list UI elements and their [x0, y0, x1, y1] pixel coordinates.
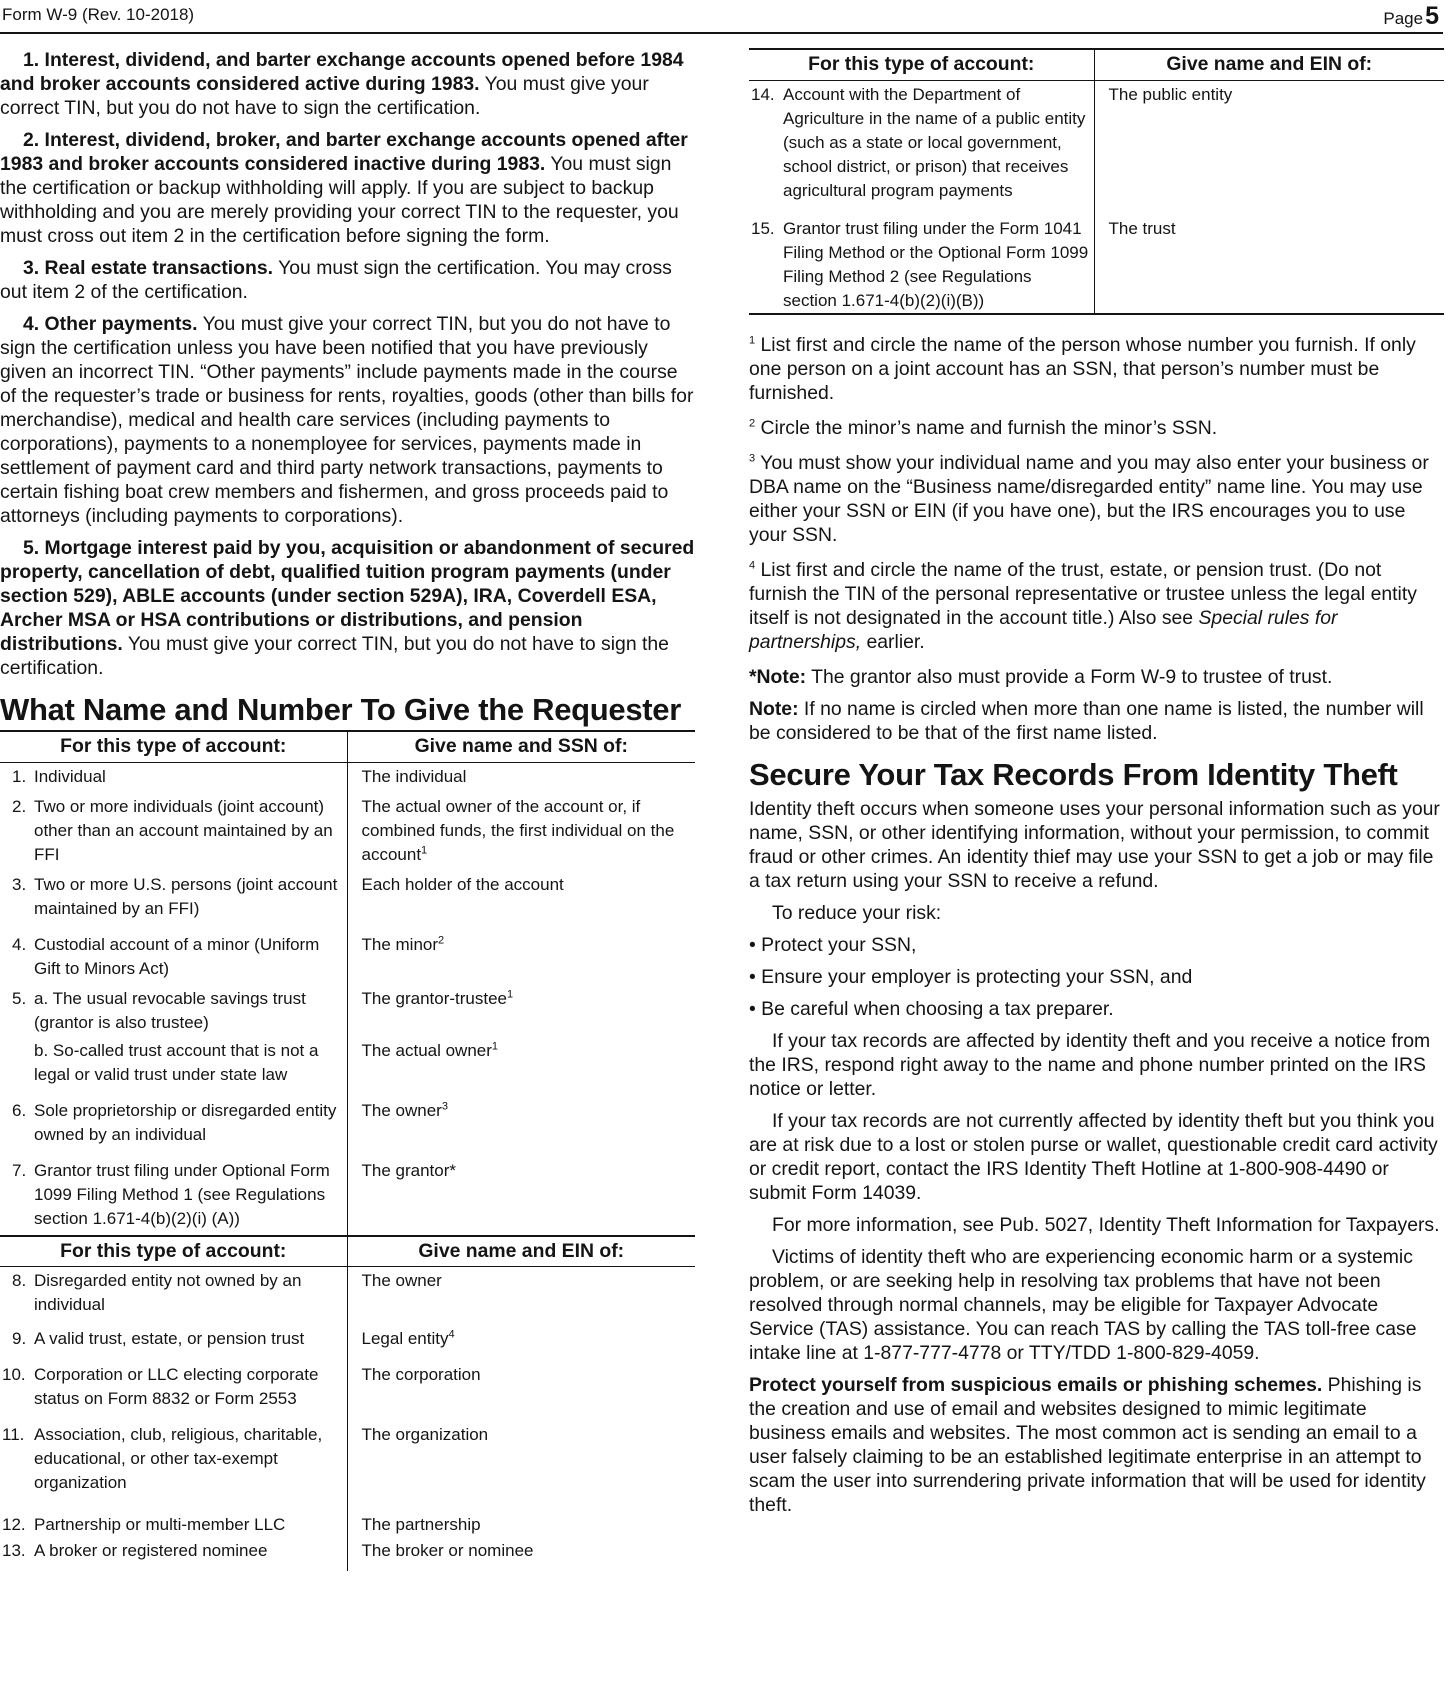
row-number: 6. [12, 1100, 27, 1120]
ein-table [0, 1235, 695, 1572]
footnote-1 [749, 333, 1444, 405]
footnote-italic: Special rules for partnerships, [749, 606, 1338, 653]
account-type: Grantor trust filing under Optional Form 1099 Filing Method 1 (see Regulations section 1.671-4(b)(2)(i) (A)) [34, 1160, 330, 1228]
account-type: Partnership or multi-member LLC [34, 1515, 286, 1534]
account-type: Corporation or LLC electing corporate status on Form 8832 or Form 2553 [34, 1365, 319, 1408]
table-row [0, 925, 695, 985]
account-type: Two or more U.S. persons (joint account maintained by an FFI) [34, 874, 338, 918]
table-row [0, 1355, 695, 1415]
page-label: Page [1383, 9, 1424, 28]
table-row [0, 1267, 695, 1322]
paragraph-2 [0, 128, 695, 248]
paragraph-1 [0, 48, 695, 120]
table-row [0, 985, 695, 1039]
table-row [0, 1415, 695, 1499]
footnote-text: List first and circle the name of the person whose number you furnish. If only one person on a joint account has an SSN, that person’s number must be furnished. [749, 333, 1416, 404]
footnote-3 [749, 451, 1444, 547]
account-type: A valid trust, estate, or pension trust [34, 1329, 305, 1348]
footnote-4 [749, 558, 1444, 654]
table-row [0, 1151, 695, 1235]
row-number: 2. [12, 796, 27, 816]
footnote-ref: 2 [438, 933, 445, 946]
paragraph-4 [0, 312, 695, 528]
paragraph-5-lead: 5. Mortgage interest paid by you, acquisition or abandonment of secured property, cancellation of debt, qualified tuition program payments (under section 529), ABLE accounts (under section 529A), IRA, Coverdell ESA, Archer MSA or HSA contributions or distributions, and pension distributions. [0, 537, 695, 655]
give-name: The grantor-trustee [361, 988, 508, 1008]
give-name: The organization [361, 1425, 489, 1444]
account-type: Custodial account of a minor (Uniform Gift to Minors Act) [34, 934, 320, 978]
give-name: The corporation [361, 1365, 481, 1384]
note-label: Note: [749, 697, 799, 720]
footnote-ref: 1 [507, 987, 514, 1000]
row-number: 14. [751, 84, 775, 104]
paragraph-3-lead: 3. Real estate transactions. [23, 257, 274, 279]
page-number: 5 [1425, 2, 1439, 30]
note-text: The grantor also must provide a Form W-9 to trustee of trust. [806, 665, 1333, 688]
table-row [749, 215, 1444, 314]
identity-theft-intro: Identity theft occurs when someone uses your personal information such as your name, SSN, or other identifying information, without your permission, to commit fraud or other crimes. An identity thief may use your SSN to get a job or may file a tax return using your SSN to receive a refund. [749, 797, 1440, 892]
table-header-row [0, 731, 695, 762]
phishing-text: Phishing is the creation and use of email and websites designed to mimic legitimate business emails and websites. The most common act is sending an email to a user falsely claiming to be an established legitimate enterprise in an attempt to scam the user into surrendering private information that will be used for identity theft. [749, 1373, 1426, 1516]
give-name: The individual [361, 766, 467, 786]
bullet-tax-preparer: • Be careful when choosing a tax preparer. [749, 997, 1114, 1020]
row-number: 5. [12, 988, 27, 1008]
footnote-marker: 3 [749, 452, 756, 465]
page-header [0, 0, 1443, 34]
row-number: 13. [2, 1541, 26, 1560]
footnote-text: Circle the minor’s name and furnish the minor’s SSN. [755, 416, 1218, 439]
paragraph-5 [0, 536, 695, 680]
footnote-marker: 4 [749, 559, 756, 572]
account-type: Account with the Department of Agriculture in the name of a public entity (such as a state or local government, school district, or prison) that receives agricultural program payments [783, 84, 1086, 200]
column-header-account: For this type of account: [0, 1236, 347, 1267]
give-name: Legal entity [361, 1329, 449, 1348]
column-header-give: Give name and EIN of: [1094, 49, 1444, 80]
account-type: Disregarded entity not owned by an individual [34, 1271, 302, 1314]
circled-name-note [749, 697, 1444, 745]
footnote-marker: 2 [749, 417, 756, 430]
row-number: 10. [2, 1365, 26, 1384]
give-name: The minor [361, 934, 439, 954]
note-label: *Note: [749, 665, 807, 688]
paragraph-5-text: You must give your correct TIN, but you do not have to sign the certification. [0, 633, 669, 679]
paragraph-4-lead: 4. Other payments. [23, 313, 198, 335]
column-header-give: Give name and SSN of: [347, 731, 695, 762]
table-row [749, 80, 1444, 215]
give-name: The public entity [1108, 84, 1233, 104]
footnote-ref: 1 [421, 843, 428, 856]
account-type: Sole proprietorship or disregarded entity owned by an individual [34, 1100, 337, 1144]
paragraph-2-text: You must sign the certification or backup withholding will apply. If you are subject to backup withholding and you are merely providing your correct TIN to the requester, you must cross out item 2 in the certification before signing the form. [0, 153, 679, 247]
column-header-account: For this type of account: [749, 49, 1094, 80]
table-header-row [0, 1236, 695, 1267]
paragraph-1-text: You must give your correct TIN, but you do not have to sign the certification. [0, 73, 649, 119]
row-number: 1. [12, 766, 27, 786]
column-header-account: For this type of account: [0, 731, 347, 762]
table-row [0, 1499, 695, 1537]
give-name: The broker or nominee [361, 1541, 534, 1560]
paragraph-2-lead: 2. Interest, dividend, broker, and barter exchange accounts opened after 1983 and broker accounts considered inactive during 1983. [0, 129, 688, 175]
give-name: The actual owner of the account or, if combined funds, the first individual on the account [361, 796, 675, 864]
paragraph-4-text: You must give your correct TIN, but you do not have to sign the certification unless you have been notified that you have previously given an incorrect TIN. “Other payments” include payments made in the course of the requester’s trade or business for rents, royalties, goods (other than bills for merchandise), medical and health care services (including payments to corporations), payments to a nonemployee for services, payments made in settlement of payment card and third party network transactions, payments to certain fishing boat crew members and fishermen, and gross proceeds paid to attorneys (including payments to corporations). [0, 313, 694, 527]
account-type: Two or more individuals (joint account) other than an account maintained by an FFI [34, 796, 333, 864]
row-number: 3. [12, 874, 27, 894]
form-id: Form W-9 (Rev. 10-2018) [2, 5, 195, 24]
not-affected-paragraph: If your tax records are not currently affected by identity theft but you think you are at risk due to a lost or stolen purse or wallet, questionable credit card activity or credit report, contact the IRS Identity Theft Hotline at 1-800-908-4490 or submit Form 14039. [749, 1109, 1438, 1204]
column-header-give: Give name and EIN of: [347, 1236, 695, 1267]
footnote-marker: 1 [749, 334, 756, 347]
paragraph-3 [0, 256, 695, 304]
left-column [0, 48, 695, 1571]
note-text: If no name is circled when more than one name is listed, the number will be considered to be that of the first name listed. [749, 697, 1424, 744]
section-heading-requester: What Name and Number To Give the Requester [0, 692, 682, 727]
victims-paragraph: Victims of identity theft who are experiencing economic harm or a systemic problem, or are seeking help in resolving tax problems that have not been resolved through normal channels, may be eligible for Taxpayer Advocate Service (TAS) assistance. You can reach TAS by calling the TAS toll-free case intake line at 1-877-777-4778 or TTY/TDD 1-800-829-4059. [749, 1245, 1417, 1364]
account-type: a. The usual revocable savings trust (grantor is also trustee) [34, 988, 306, 1032]
phishing-paragraph [749, 1373, 1444, 1517]
give-name: The trust [1108, 218, 1176, 238]
row-number: 4. [12, 934, 27, 954]
grantor-note [749, 665, 1444, 689]
give-name: The grantor* [361, 1160, 456, 1180]
footnote-text: You must show your individual name and you may also enter your business or DBA name on the “Business name/disregarded entity” name line. You may use either your SSN or EIN (if you have one), but the IRS encourages you to use your SSN. [749, 451, 1429, 546]
account-type: Association, club, religious, charitable, educational, or other tax-exempt organization [34, 1425, 323, 1492]
give-name: The owner [361, 1271, 442, 1290]
paragraph-1-lead: 1. Interest, dividend, and barter exchange accounts opened before 1984 and broker accounts considered active during 1983. [0, 49, 684, 95]
account-type: Grantor trust filing under the Form 1041 Filing Method or the Optional Form 1099 Filing Method 2 (see Regulations section 1.671-4(b)(2)(i)(B)) [783, 218, 1089, 310]
table-row [0, 793, 695, 871]
row-number: 7. [12, 1160, 27, 1180]
give-name: Each holder of the account [361, 874, 564, 894]
footnote-tail: earlier. [861, 630, 925, 653]
table-row [0, 1537, 695, 1571]
table-row [0, 1321, 695, 1355]
ein-table-continued [749, 48, 1444, 315]
page-indicator [1383, 2, 1439, 31]
table-row [0, 1091, 695, 1151]
footnote-text: List first and circle the name of the trust, estate, or pension trust. (Do not furnish the TIN of the personal representative or trustee unless the legal entity itself is not designated in the account title.) Also see [749, 558, 1417, 629]
more-info-paragraph: For more information, see Pub. 5027, Identity Theft Information for Taxpayers. [772, 1213, 1440, 1236]
row-number: 8. [12, 1271, 27, 1290]
ssn-table [0, 730, 695, 1235]
row-number: 9. [12, 1329, 27, 1348]
paragraph-3-text: You must sign the certification. You may cross out item 2 of the certification. [0, 257, 672, 303]
footnote-ref: 1 [491, 1039, 499, 1052]
phishing-lead: Protect yourself from suspicious emails or phishing schemes. [749, 1373, 1323, 1396]
table-row [0, 1039, 695, 1091]
section-heading-identity-theft: Secure Your Tax Records From Identity Theft [749, 756, 1398, 792]
footnote-ref: 3 [441, 1099, 448, 1112]
row-number: 11. [2, 1425, 25, 1444]
account-type: A broker or registered nominee [34, 1541, 268, 1560]
give-name: The actual owner [361, 1040, 492, 1060]
bullet-employer: • Ensure your employer is protecting your SSN, and [749, 965, 1193, 988]
account-type: Individual [34, 766, 106, 786]
give-name: The partnership [361, 1515, 481, 1534]
bullet-protect-ssn: • Protect your SSN, [749, 933, 917, 956]
table-row [0, 871, 695, 925]
footnote-2 [749, 416, 1444, 440]
footnote-ref: 4 [448, 1328, 455, 1341]
table-row [0, 762, 695, 793]
table-header-row [749, 49, 1444, 80]
affected-paragraph: If your tax records are affected by identity theft and you receive a notice from the IRS, respond right away to the name and phone number printed on the IRS notice or letter. [749, 1029, 1431, 1100]
right-column [749, 48, 1444, 1525]
row-number: 12. [2, 1515, 26, 1534]
reduce-risk-lead: To reduce your risk: [772, 901, 942, 924]
account-type: b. So-called trust account that is not a legal or valid trust under state law [34, 1040, 319, 1084]
give-name: The owner [361, 1100, 442, 1120]
row-number: 15. [751, 218, 775, 238]
